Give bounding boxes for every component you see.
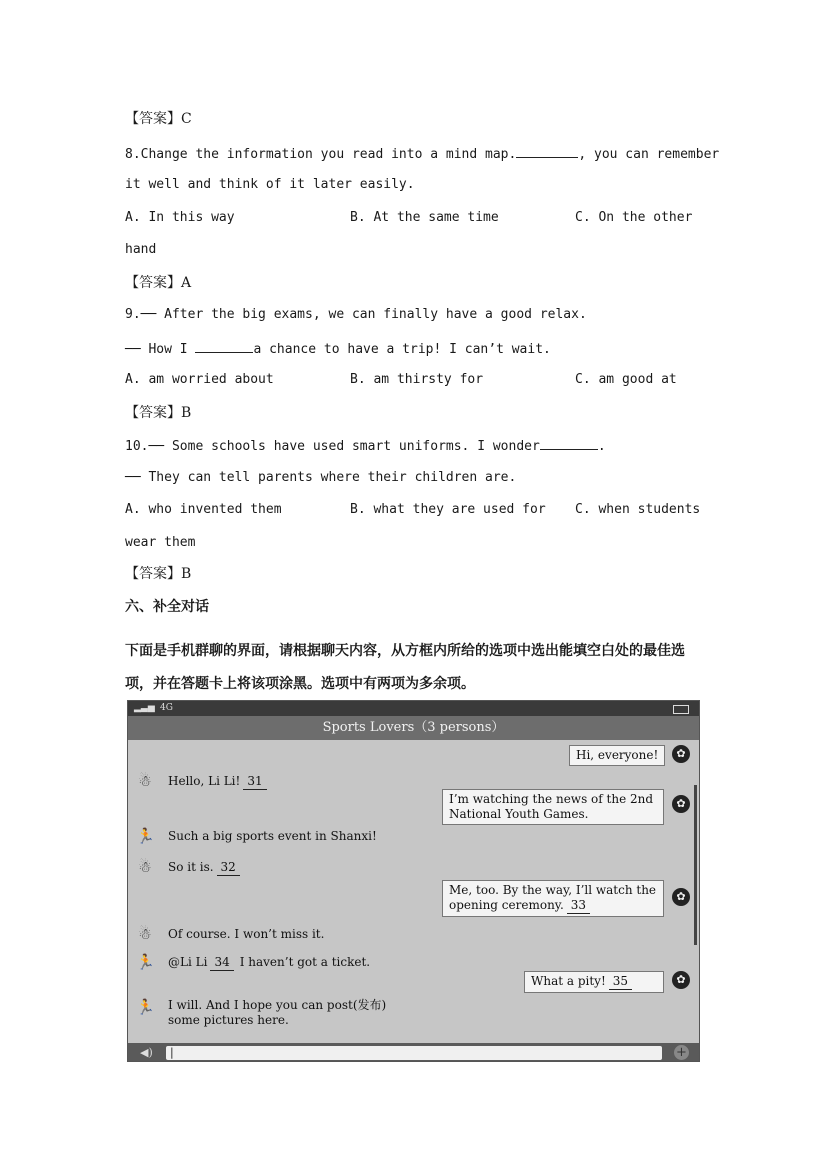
q10-stem-line1 bbox=[125, 437, 606, 454]
q9-stem-line1: 9.── After the big exams, we can finally have a good relax. bbox=[125, 307, 587, 322]
q10-option-a: A. who invented them bbox=[125, 502, 282, 517]
chat-message-10-line1: I will. And I hope you can post(发布) bbox=[168, 998, 387, 1012]
q8-option-a: A. In this way bbox=[125, 210, 235, 225]
q8-answer: 【答案】A bbox=[125, 275, 192, 291]
q10-stem-line2: ── They can tell parents where their children are. bbox=[125, 470, 517, 485]
chat-message-9 bbox=[524, 971, 664, 993]
q8-blank bbox=[516, 145, 578, 158]
q9-option-a: A. am worried about bbox=[125, 372, 274, 387]
chat-message-3 bbox=[442, 789, 664, 825]
chat-message-6-line2: opening ceremony. bbox=[449, 898, 564, 912]
q9-option-b: B. am thirsty for bbox=[350, 372, 484, 387]
q10-option-b: B. what they are used for bbox=[350, 502, 546, 517]
chat-title: Sports Lovers（3 persons） bbox=[128, 716, 699, 740]
runner-avatar-icon: 🏃 bbox=[136, 998, 155, 1016]
q8-stem-line2: it well and think of it later easily. bbox=[125, 177, 415, 192]
chat-message-1: Hi, everyone! bbox=[569, 745, 665, 766]
chat-input-bar bbox=[128, 1043, 699, 1062]
chat-message-10-line2: some pictures here. bbox=[168, 1013, 289, 1027]
q9-stem-text: ── How I bbox=[125, 342, 196, 357]
chat-message-2 bbox=[168, 772, 273, 792]
signal-icon: ▂▃▅ bbox=[134, 703, 155, 713]
q8-stem-text-cont: , you can remember bbox=[578, 147, 720, 162]
q10-stem-text: 10.── Some schools have used smart uniforms. I wonder bbox=[125, 439, 540, 454]
q9-blank bbox=[195, 340, 253, 353]
q8-stem-text: 8.Change the information you read into a mind map. bbox=[125, 147, 517, 162]
q9-stem-text-cont: a chance to have a trip! I can’t wait. bbox=[253, 342, 551, 357]
q8-option-b: B. At the same time bbox=[350, 210, 499, 225]
voice-icon[interactable]: ◀) bbox=[140, 1046, 153, 1059]
snowman-avatar-icon: ☃ bbox=[138, 858, 152, 876]
chat-message-8 bbox=[168, 953, 376, 973]
girl-avatar-icon: ✿ bbox=[672, 971, 690, 989]
q8-option-c: C. On the other bbox=[575, 210, 693, 225]
snowman-avatar-icon: ☃ bbox=[138, 925, 152, 943]
chat-message-8-mention: @Li Li bbox=[168, 955, 208, 969]
girl-avatar-icon: ✿ bbox=[672, 795, 690, 813]
blank-31: 31 bbox=[243, 774, 266, 790]
blank-32: 32 bbox=[217, 860, 240, 876]
q8-stem-line1 bbox=[125, 145, 719, 162]
chat-message-10 bbox=[168, 996, 392, 1030]
chat-message-4: Such a big sports event in Shanxi! bbox=[168, 829, 377, 843]
blank-34: 34 bbox=[210, 955, 233, 971]
q9-answer: 【答案】B bbox=[125, 405, 192, 421]
section-instruction-line2: 项，并在答题卡上将该项涂黑。选项中有两项为多余项。 bbox=[125, 676, 475, 692]
section-instruction-line1: 下面是手机群聊的界面，请根据聊天内容，从方框内所给的选项中选出能填空白处的最佳选 bbox=[125, 643, 685, 659]
chat-message-3-line2: National Youth Games. bbox=[449, 807, 589, 821]
chat-message-7: Of course. I won’t miss it. bbox=[168, 927, 325, 941]
chat-scrollbar[interactable] bbox=[694, 785, 697, 945]
chat-message-2-text: Hello, Li Li! bbox=[168, 774, 241, 788]
blank-35: 35 bbox=[609, 974, 632, 990]
chat-message-3-line1: I’m watching the news of the 2nd bbox=[449, 792, 654, 806]
q10-blank bbox=[540, 437, 598, 450]
girl-avatar-icon: ✿ bbox=[672, 888, 690, 906]
chat-message-area bbox=[128, 740, 699, 1043]
q10-stem-end: . bbox=[597, 439, 606, 454]
girl-avatar-icon: ✿ bbox=[672, 745, 690, 763]
q9-stem-line2 bbox=[125, 340, 551, 357]
chat-message-6-line1: Me, too. By the way, I’ll watch the bbox=[449, 883, 657, 897]
chat-message-8-text: I haven’t got a ticket. bbox=[239, 955, 371, 969]
battery-icon bbox=[673, 705, 689, 714]
q9-option-c: C. am good at bbox=[575, 372, 677, 387]
chat-input-field[interactable]: | bbox=[166, 1046, 662, 1060]
chat-message-5-text: So it is. bbox=[168, 860, 214, 874]
chat-message-6 bbox=[442, 880, 664, 917]
q8-option-c-wrap: hand bbox=[125, 242, 157, 257]
chat-message-5 bbox=[168, 858, 246, 878]
section-heading: 六、补全对话 bbox=[125, 599, 209, 615]
runner-avatar-icon: 🏃 bbox=[136, 953, 155, 971]
snowman-avatar-icon: ☃ bbox=[138, 772, 152, 790]
q10-option-c-wrap: wear them bbox=[125, 535, 196, 550]
chat-screenshot bbox=[127, 700, 700, 1062]
plus-icon[interactable]: + bbox=[674, 1045, 689, 1060]
network-label: 4G bbox=[160, 703, 173, 713]
blank-33: 33 bbox=[567, 898, 590, 914]
runner-avatar-icon: 🏃 bbox=[136, 827, 155, 845]
q10-option-c: C. when students bbox=[575, 502, 701, 517]
chat-message-9-text: What a pity! bbox=[531, 974, 606, 988]
q7-answer: 【答案】C bbox=[125, 111, 192, 127]
q10-answer: 【答案】B bbox=[125, 566, 192, 582]
status-bar bbox=[128, 701, 699, 716]
